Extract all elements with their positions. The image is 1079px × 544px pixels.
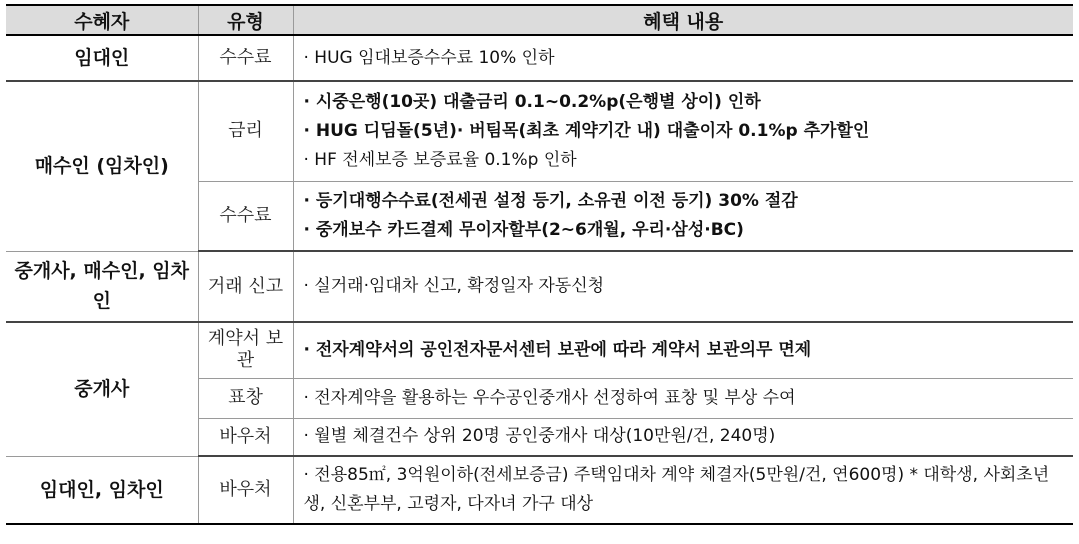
benefit-line: · 실거래·임대차 신고, 확정일자 자동신청 [303,276,605,296]
benefit-line: · 월별 체결건수 상위 20명 공인중개사 대상(10만원/건, 240명) [303,426,776,447]
type-cell: 거래 신고 [198,251,293,322]
beneficiary-cell: 매수인 (임차인) [6,81,198,251]
table-row [6,322,1073,378]
table-row [6,81,1073,181]
benefit-line: · HF 전세보증 보증료율 0.1%p 인하 [303,149,577,170]
table-row [6,35,1073,81]
benefit-line: · 전용85㎡, 3억원이하(전세보증금) 주택임대차 계약 체결자(5만원/건, 연600명) * 대학생, 사회초년생, 신혼부부, 고령자, 다자녀 가구 대상 [303,465,1050,514]
benefit-line: · 중개보수 카드결제 무이자할부(2~6개월, 우리·삼성·BC) [303,219,744,240]
type-cell: 금리 [198,81,293,181]
benefit-line: · 전자계약을 활용하는 우수공인중개사 선정하여 표창 및 부상 수여 [303,387,796,408]
beneficiary-cell: 임대인, 임차인 [6,456,198,524]
benefits-table [6,4,1073,525]
header-beneficiary: 수혜자 [6,5,198,35]
beneficiary-cell: 임대인 [6,35,198,81]
content-cell [293,81,1073,181]
type-cell: 수수료 [198,181,293,251]
benefit-line: · 시중은행(10곳) 대출금리 0.1∼0.2%p(은행별 상이) 인하 [303,91,761,112]
beneficiary-cell: 중개사 [6,322,198,456]
content-cell [293,322,1073,378]
benefit-line: · HUG 디딤돌(5년)· 버팀목(최초 계약기간 내) 대출이자 0.1%p 추가할인 [303,120,870,141]
type-cell: 표창 [198,378,293,418]
type-cell: 계약서 보관 [198,322,293,378]
content-cell [293,35,1073,81]
header-content: 혜택 내용 [293,5,1073,35]
benefit-line: · 전자계약서의 공인전자문서센터 보관에 따라 계약서 보관의무 면제 [303,339,812,360]
table-row [6,251,1073,322]
type-cell: 바우처 [198,456,293,524]
benefit-line: · HUG 임대보증수수료 10% 인하 [303,47,555,68]
content-cell [293,418,1073,456]
header-type: 유형 [198,5,293,35]
benefit-line: · 등기대행수수료(전세권 설정 등기, 소유권 이전 등기) 30% 절감 [303,190,798,211]
content-cell [293,378,1073,418]
table-row [6,456,1073,524]
content-cell [293,181,1073,251]
beneficiary-cell: 중개사, 매수인, 임차인 [6,251,198,322]
type-cell: 수수료 [198,35,293,81]
type-cell: 바우처 [198,418,293,456]
content-cell [293,456,1073,524]
header-row [6,5,1073,35]
content-cell [293,251,1073,322]
